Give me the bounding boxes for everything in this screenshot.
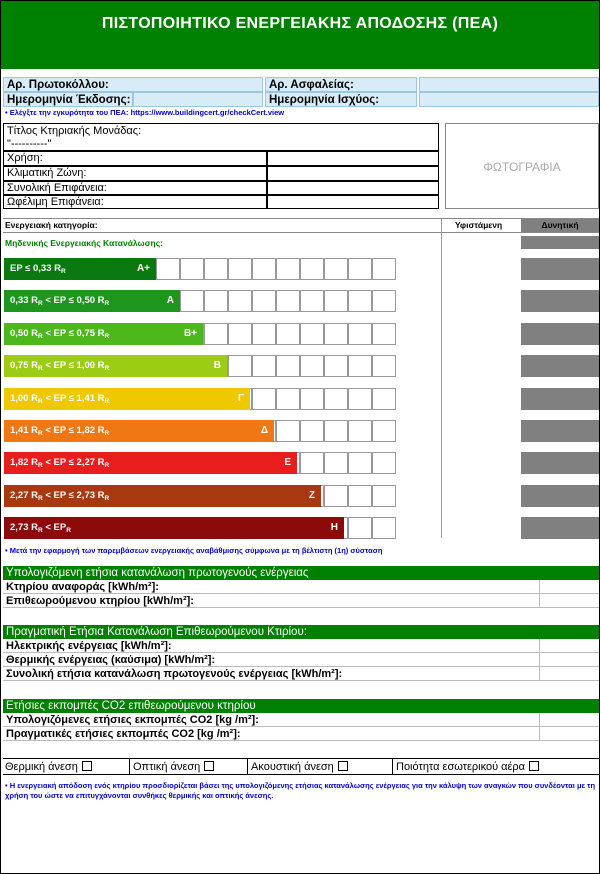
energy-grid-cell (324, 388, 348, 410)
nzeb-label: Μηδενικής Ενεργειακής Κατανάλωσης: (5, 238, 163, 248)
energy-class-letter: A (166, 295, 174, 306)
energy-grid-cell (300, 388, 324, 410)
validity-value[interactable] (419, 92, 599, 107)
real-section-table (3, 639, 599, 681)
thermal-comfort-checkbox[interactable] (82, 761, 92, 771)
energy-grid-cell (372, 452, 396, 474)
energy-grid-cell (228, 355, 252, 377)
calc-row-inspected-label: Επιθεωρούμενου κτηρίου [kWh/m²]: (6, 595, 194, 607)
energy-class-letter: Γ (237, 393, 244, 404)
air-quality-label: Ποιότητα εσωτερικού αέρα (396, 761, 526, 773)
calc-row-reference-label: Κτηρίου αναφοράς [kWh/m²]: (6, 581, 159, 593)
column-divider (441, 218, 442, 538)
energy-class-bar (4, 290, 180, 312)
energy-grid-cell (300, 420, 324, 442)
energy-class-range: 1,82 $R_R$ < EP ≤ 2,27 $R_R$ (10, 457, 110, 469)
potential-class-cell (521, 420, 599, 442)
use-label: Χρήση: (3, 151, 267, 166)
energy-category-label: Ενεργειακή κατηγορία: (5, 220, 98, 230)
unit-title-value: "----------" (7, 138, 52, 150)
energy-grid-cell (252, 258, 276, 280)
comfort-row (3, 758, 599, 775)
energy-grid-cell (372, 290, 396, 312)
energy-grid-cell (180, 258, 204, 280)
potential-class-cell (521, 388, 599, 410)
energy-class-bar (4, 517, 344, 539)
energy-grid-cell (348, 355, 372, 377)
energy-class-range: 1,00 $R_R$ < EP ≤ 1,41 $R_R$ (10, 393, 110, 405)
energy-grid-cell (348, 485, 372, 507)
energy-grid-cell (348, 517, 372, 539)
energy-grid-cell (372, 388, 396, 410)
energy-class-bar (4, 323, 203, 345)
calc-section-title: Υπολογιζόμενη ετήσια κατανάλωση πρωτογενούς ενέργειας (3, 566, 599, 580)
energy-class-letter: B (213, 360, 221, 371)
energy-class-letter: A+ (136, 263, 150, 274)
total-area-value[interactable] (267, 181, 439, 195)
potential-class-cell (521, 323, 599, 345)
energy-grid-cell (228, 323, 252, 345)
existing-label: Υφιστάμενη (455, 220, 503, 230)
real-row-total (3, 667, 599, 681)
optical-comfort-label: Οπτική άνεση (133, 761, 201, 773)
zone-label: Κλιματική Ζώνη: (3, 166, 267, 181)
energy-class-range: EP ≤ 0,33 $R_R$ (10, 263, 66, 275)
energy-grid-cell (372, 323, 396, 345)
air-quality-checkbox[interactable] (529, 761, 539, 771)
energy-grid-cell (276, 258, 300, 280)
energy-class-letter: B+ (183, 328, 197, 339)
thermal-comfort (5, 759, 92, 775)
air-quality (396, 759, 539, 775)
energy-grid-cell (156, 258, 180, 280)
energy-grid-cell (348, 452, 372, 474)
energy-grid-cell (276, 355, 300, 377)
potential-class-cell (521, 355, 599, 377)
energy-grid-cell (348, 258, 372, 280)
energy-grid-cell (348, 290, 372, 312)
useful-area-label: Ωφέλιμη Επιφάνεια: (3, 195, 267, 209)
energy-grid-cell (324, 323, 348, 345)
energy-grid-cell (324, 420, 348, 442)
calc-row-reference (3, 580, 599, 594)
real-row-thermal (3, 653, 599, 667)
energy-class-bar (4, 258, 156, 280)
potential-class-cell (521, 258, 599, 280)
photo-placeholder[interactable]: ΦΩΤΟΓΡΑΦΙΑ (445, 123, 599, 209)
acoustic-comfort (251, 759, 348, 775)
energy-grid-cell (204, 258, 228, 280)
acoustic-comfort-label: Ακουστική άνεση (251, 761, 334, 773)
energy-grid-cell (252, 388, 276, 410)
total-area-label: Συνολική Επιφάνεια: (3, 181, 267, 195)
potential-class-cell (521, 452, 599, 474)
energy-grid-cell (372, 420, 396, 442)
potential-class-cell (521, 290, 599, 312)
energy-class-range: 0,50 $R_R$ < EP ≤ 0,75 $R_R$ (10, 328, 110, 340)
certificate-title: ΠΙΣΤΟΠΟΙΗΤΙΚΟ ΕΝΕΡΓΕΙΑΚΗΣ ΑΠΟΔΟΣΗΣ (ΠΕΑ) (1, 1, 599, 69)
energy-category-row (3, 218, 599, 233)
energy-grid-cell (204, 290, 228, 312)
real-row-total-label: Συνολική ετήσια κατανάλωση πρωτογενούς ενέργειας [kWh/m²]: (6, 668, 343, 680)
energy-grid-cell (252, 323, 276, 345)
zone-value[interactable] (267, 166, 439, 181)
real-row-thermal-label: Θερμικής ενέργειας (καύσιμα) [kWh/m²]: (6, 654, 216, 666)
energy-grid-cell (324, 258, 348, 280)
energy-class-bar (4, 452, 297, 474)
co2-row-real (3, 727, 599, 741)
insurance-label: Αρ. Ασφαλείας: (265, 77, 417, 92)
insurance-value[interactable] (419, 77, 599, 92)
use-value[interactable] (267, 151, 439, 166)
co2-row-real-label: Πραγματικές ετήσιες εκπομπές CO2 [kg /m²]: (6, 728, 241, 740)
energy-class-letter: Z (308, 490, 315, 501)
thermal-comfort-label: Θερμική άνεση (5, 761, 78, 773)
issue-date-label: Ημερομηνία Έκδοσης: (3, 92, 133, 107)
real-row-electric-label: Ηλεκτρικής ενέργειας [kWh/m²]: (6, 640, 172, 652)
potential-class-cell (521, 517, 599, 539)
energy-grid-cell (300, 290, 324, 312)
optical-comfort (133, 759, 214, 775)
energy-class-range: 0,33 $R_R$ < EP ≤ 0,50 $R_R$ (10, 295, 110, 307)
energy-grid-cell (348, 388, 372, 410)
real-section-title: Πραγματική Ετήσια Κατανάλωση Επιθεωρούμενου Κτιρίου: (3, 625, 599, 639)
energy-grid-cell (348, 420, 372, 442)
unit-title-label: Τίτλος Κτηριακής Μονάδας: (7, 125, 142, 137)
energy-class-bar (4, 420, 274, 442)
energy-grid-cell (300, 452, 324, 474)
co2-section-table (3, 713, 599, 741)
energy-grid-cell (276, 323, 300, 345)
potential-label: Δυνητική (521, 219, 599, 232)
unit-title-cell (3, 123, 439, 151)
energy-grid-cell (372, 517, 396, 539)
energy-class-range: 1,41 $R_R$ < EP ≤ 1,82 $R_R$ (10, 425, 110, 437)
energy-grid-cell (372, 485, 396, 507)
useful-area-value[interactable] (267, 195, 439, 209)
validity-label: Ημερομηνία Ισχύος: (265, 92, 417, 107)
acoustic-comfort-checkbox[interactable] (338, 761, 348, 771)
energy-grid-cell (276, 290, 300, 312)
energy-grid-cell (300, 258, 324, 280)
footer-note: • Η ενεργειακή απόδοση ενός κτηρίου προσδιορίζεται βάσει της υπολογιζόμενης ετήσιας κατανάλωσης ενέργειας για την κάλυψη των αναγκών που συνδέονται με τη χρήση του ώστε να επιτυγχάνονται συνθήκες θερμικής και οπτικής άνεσης. (5, 781, 596, 800)
energy-class-bar (4, 355, 227, 377)
calc-row-inspected (3, 594, 599, 608)
issue-date-value[interactable] (133, 92, 263, 107)
co2-row-calculated-label: Υπολογιζόμενες ετήσιες εκπομπές CO2 [kg /m²]: (6, 714, 259, 726)
energy-grid-cell (252, 290, 276, 312)
nzeb-potential-cell (521, 236, 599, 249)
energy-grid-cell (300, 323, 324, 345)
energy-grid-cell (204, 323, 228, 345)
energy-grid-cell (180, 290, 204, 312)
optical-comfort-checkbox[interactable] (204, 761, 214, 771)
energy-class-range: 2,73 $R_R < EP_R$ (10, 522, 71, 534)
co2-section-title: Ετήσιες εκπομπές CO2 επιθεωρούμενου κτηρίου (3, 699, 599, 713)
energy-grid-cell (276, 388, 300, 410)
energy-grid-cell (372, 355, 396, 377)
energy-class-range: 0,75 $R_R$ < EP ≤ 1,00 $R_R$ (10, 360, 110, 372)
energy-grid-cell (300, 355, 324, 377)
potential-class-cell (521, 485, 599, 507)
calc-section-table (3, 580, 599, 608)
real-row-electric (3, 639, 599, 653)
protocol-label: Αρ. Πρωτοκόλλου: (3, 77, 263, 92)
energy-grid-cell (372, 258, 396, 280)
energy-class-range: 2,27 $R_R$ < EP ≤ 2,73 $R_R$ (10, 490, 110, 502)
energy-class-letter: E (284, 457, 291, 468)
energy-class-letter: Δ (260, 425, 268, 436)
verify-note: • Ελέγξτε την εγκυρότητα του ΠΕΑ: https://www.buildingcert.gr/checkCert.view (5, 108, 285, 117)
energy-grid-cell (276, 420, 300, 442)
energy-grid-cell (324, 485, 348, 507)
energy-grid-cell (324, 290, 348, 312)
energy-grid-cell (252, 355, 276, 377)
energy-grid-cell (228, 258, 252, 280)
energy-grid-cell (324, 452, 348, 474)
energy-class-bar (4, 388, 250, 410)
improvement-note: • Μετά την εφαρμογή των παρεμβάσεων ενεργειακής αναβάθμισης σύμφωνα με τη βέλτιστη (1η) σύσταση (5, 546, 383, 555)
energy-grid-cell (228, 290, 252, 312)
energy-grid-cell (348, 323, 372, 345)
energy-class-bar (4, 485, 321, 507)
co2-row-calculated (3, 713, 599, 727)
energy-class-letter: H (330, 522, 338, 533)
energy-grid-cell (324, 355, 348, 377)
